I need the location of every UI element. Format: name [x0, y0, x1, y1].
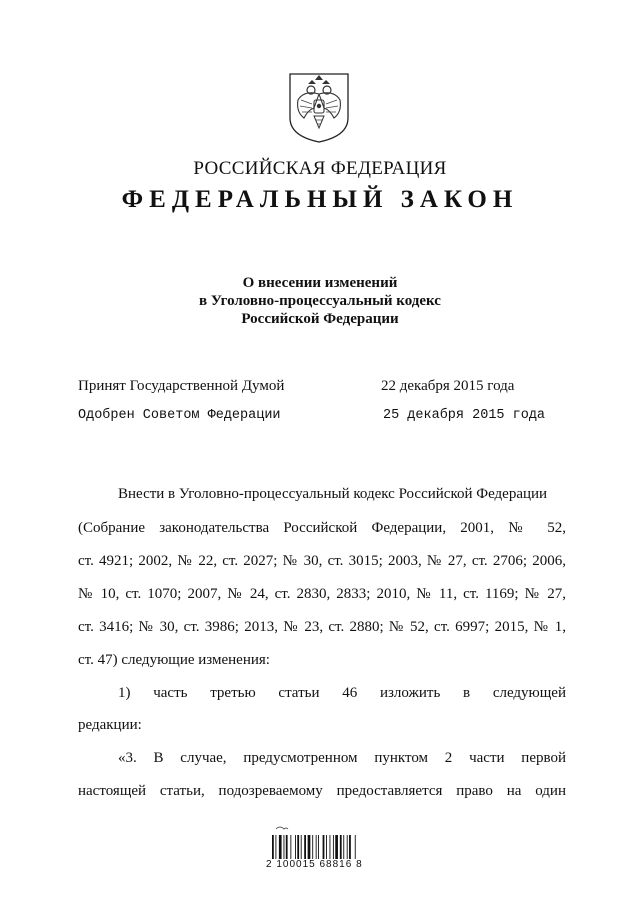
- body-text-line: ст. 47) следующие изменения:: [78, 652, 270, 668]
- document-type-heading: ФЕДЕРАЛЬНЫЙ ЗАКОН: [121, 186, 519, 213]
- duma-adoption-date: 22 декабря 2015 года: [381, 378, 515, 394]
- law-title-line: Российской Федерации: [241, 311, 399, 327]
- council-approval-label: Одобрен Советом Федерации: [78, 408, 281, 423]
- body-text-line: Внести в Уголовно-процессуальный кодекс Российской Федерации: [118, 486, 548, 502]
- body-text-line: № 10, ст. 1070; 2007, № 24, ст. 2830, 2833; 2010, № 11, ст. 1169; № 27,: [78, 586, 566, 602]
- law-title-line: в Уголовно-процессуальный кодекс: [199, 293, 441, 309]
- body-text-line: ст. 4921; 2002, № 22, ст. 2027; № 30, ст. 3015; 2003, № 27, ст. 2706; 2006,: [78, 553, 566, 569]
- body-text-line: «3. В случае, предусмотренном пунктом 2 части первой: [118, 750, 566, 766]
- country-heading: РОССИЙСКАЯ ФЕДЕРАЦИЯ: [193, 158, 447, 179]
- barcode-number: 2 100015 68816 8: [266, 859, 363, 870]
- russian-coat-of-arms-icon: [286, 70, 352, 144]
- body-text-line: ст. 3416; № 30, ст. 3986; 2013, № 23, ст. 2880; № 52, ст. 6997; 2015, № 1,: [78, 619, 566, 635]
- body-text-line: редакции:: [78, 717, 142, 733]
- barcode-icon: [268, 825, 388, 879]
- council-approval-date: 25 декабря 2015 года: [383, 408, 546, 423]
- body-text-line: настоящей статьи, подозреваемому предоставляется право на один: [78, 783, 566, 799]
- body-text-line: 1) часть третью статьи 46 изложить в следующей: [118, 685, 566, 701]
- duma-adoption-label: Принят Государственной Думой: [78, 378, 285, 394]
- body-text-line: (Собрание законодательства Российской Федерации, 2001, № 52,: [78, 520, 566, 536]
- law-title: [0, 274, 640, 328]
- law-title-line: О внесении изменений: [242, 275, 398, 291]
